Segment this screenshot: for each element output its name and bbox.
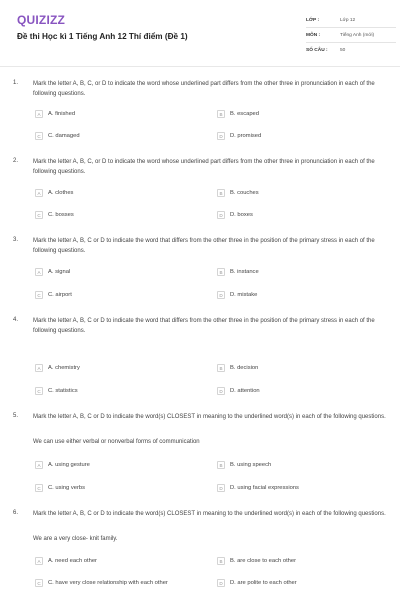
option-text: B. couches — [230, 190, 259, 196]
option-b[interactable] — [217, 109, 259, 119]
option-text: B. decision — [230, 365, 259, 371]
option-letter-box: B — [217, 268, 225, 276]
question-sentence: We can use either verbal or nonverbal forms of communication — [33, 439, 200, 445]
option-d[interactable] — [217, 210, 253, 220]
option-letter-box: A — [35, 110, 43, 118]
option-letter-box: A — [35, 461, 43, 469]
option-text: D. boxes — [230, 212, 253, 218]
option-letter-box: A — [35, 557, 43, 565]
option-letter-box: C — [35, 132, 43, 140]
option-text: A. clothes — [48, 190, 74, 196]
option-a[interactable] — [35, 188, 73, 198]
question-text: Mark the letter A, B, C or D to indicate the word(s) CLOSEST in meaning to the underlined word(s) in each of the following questions. — [33, 511, 386, 517]
option-text: C. damaged — [48, 133, 80, 139]
option-letter-box: A — [35, 189, 43, 197]
meta-row-class — [306, 14, 396, 28]
option-text: A. finished — [48, 111, 76, 117]
option-a[interactable] — [35, 556, 97, 566]
meta-value: Lớp 12 — [340, 18, 356, 23]
worksheet-title: Đề thi Học kì 1 Tiếng Anh 12 Thí điểm (Đề 1) — [17, 32, 188, 41]
question-number: 3. — [13, 237, 19, 243]
option-b[interactable] — [217, 460, 271, 470]
meta-row-subject — [306, 29, 396, 43]
option-text: A. using gesture — [48, 462, 90, 468]
option-letter-box: D — [217, 291, 225, 299]
option-text: C. bosses — [48, 212, 74, 218]
option-letter-box: B — [217, 110, 225, 118]
meta-value: 50 — [340, 48, 346, 53]
option-c[interactable] — [35, 483, 85, 493]
question-number: 1. — [13, 80, 19, 86]
option-letter-box: B — [217, 557, 225, 565]
option-text: B. escaped — [230, 111, 260, 117]
question-number: 4. — [13, 317, 19, 323]
option-b[interactable] — [217, 188, 259, 198]
option-letter-box: D — [217, 387, 225, 395]
quizizz-logo[interactable]: QUIZIZZ — [17, 13, 66, 27]
header-divider — [0, 66, 400, 67]
option-letter-box: C — [35, 387, 43, 395]
option-b[interactable] — [217, 267, 259, 277]
option-letter-box: D — [217, 484, 225, 492]
option-c[interactable] — [35, 578, 168, 588]
option-text: A. chemistry — [48, 365, 80, 371]
option-letter-box: A — [35, 268, 43, 276]
question-sentence: We are a very close- knit family. — [33, 536, 118, 542]
option-letter-box: B — [217, 189, 225, 197]
option-c[interactable] — [35, 386, 78, 396]
option-letter-box: B — [217, 364, 225, 372]
meta-label: MÔN : — [306, 33, 321, 38]
question-number: 6. — [13, 510, 19, 516]
option-letter-box: B — [217, 461, 225, 469]
option-letter-box: A — [35, 364, 43, 372]
option-text: D. attention — [230, 388, 260, 394]
option-d[interactable] — [217, 290, 257, 300]
option-letter-box: D — [217, 579, 225, 587]
option-text: D. mistake — [230, 292, 258, 298]
option-letter-box: C — [35, 211, 43, 219]
question-text: Mark the letter A, B, C or D to indicate the word that differs from the other three in the position of the primary stress in each of the following questions. — [33, 238, 375, 254]
option-text: C. have very close relationship with each other — [48, 580, 168, 586]
option-a[interactable] — [35, 267, 70, 277]
option-letter-box: D — [217, 132, 225, 140]
option-a[interactable] — [35, 460, 90, 470]
meta-label: SỐ CÂU : — [306, 48, 328, 53]
option-text: B. using speech — [230, 462, 272, 468]
option-d[interactable] — [217, 578, 297, 588]
question-number: 2. — [13, 158, 19, 164]
option-c[interactable] — [35, 290, 72, 300]
option-letter-box: D — [217, 211, 225, 219]
question-text: Mark the letter A, B, C, or D to indicate the word whose underlined part differs from the other three in pronunciation in each of the following questions. — [33, 159, 375, 175]
option-text: C. statistics — [48, 388, 78, 394]
option-letter-box: C — [35, 579, 43, 587]
question-text: Mark the letter A, B, C or D to indicate the word(s) CLOSEST in meaning to the underlined word(s) in each of the following questions. — [33, 414, 386, 420]
question-text: Mark the letter A, B, C or D to indicate the word that differs from the other three in the position of the primary stress in each of the following questions. — [33, 318, 375, 334]
question-number: 5. — [13, 413, 19, 419]
meta-value: Tiếng Anh (mới) — [340, 33, 375, 38]
option-c[interactable] — [35, 210, 74, 220]
option-a[interactable] — [35, 363, 80, 373]
worksheet-meta — [306, 14, 396, 58]
option-text: C. airport — [48, 292, 72, 298]
meta-label: LỚP : — [306, 18, 320, 23]
option-d[interactable] — [217, 131, 261, 141]
meta-row-question-count — [306, 44, 396, 57]
option-b[interactable] — [217, 363, 258, 373]
option-letter-box: C — [35, 484, 43, 492]
worksheet-header — [0, 0, 400, 66]
option-text: A. need each other — [48, 558, 97, 564]
option-text: D. using facial expressions — [230, 485, 299, 491]
option-a[interactable] — [35, 109, 75, 119]
option-text: D. are polite to each other — [230, 580, 297, 586]
option-d[interactable] — [217, 483, 299, 493]
option-text: D. promised — [230, 133, 262, 139]
question-text: Mark the letter A, B, C, or D to indicate the word whose underlined part differs from the other three in pronunciation in each of the following questions. — [33, 81, 375, 97]
option-c[interactable] — [35, 131, 80, 141]
option-text: A. signal — [48, 269, 71, 275]
option-text: C. using verbs — [48, 485, 86, 491]
option-b[interactable] — [217, 556, 296, 566]
option-text: B. instance — [230, 269, 259, 275]
option-text: B. are close to each other — [230, 558, 297, 564]
option-letter-box: C — [35, 291, 43, 299]
option-d[interactable] — [217, 386, 260, 396]
